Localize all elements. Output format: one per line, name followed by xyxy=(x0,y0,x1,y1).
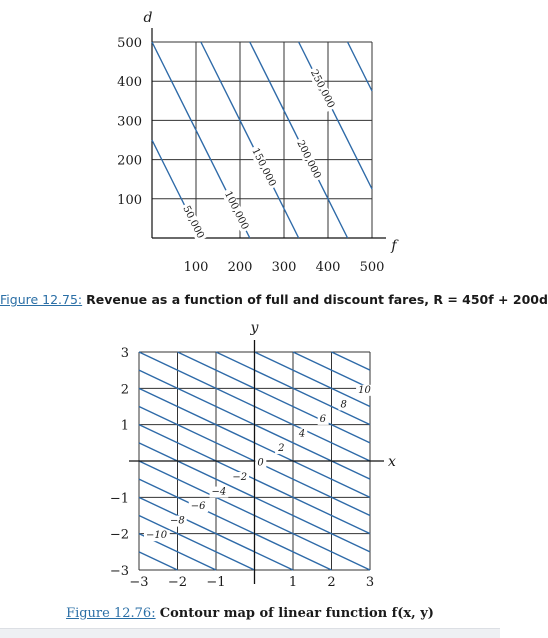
contour-value-label: 0 xyxy=(257,457,264,469)
figure-12-75-caption xyxy=(0,292,548,307)
x-axis-title: f xyxy=(391,238,397,254)
x-tick-label: 200 xyxy=(227,260,253,275)
y-tick-label: 3 xyxy=(120,346,129,361)
contour-value-label: −2 xyxy=(232,472,248,484)
contour-line xyxy=(178,352,371,443)
x-tick-label: 1 xyxy=(288,575,298,590)
contour-value-label: 200,000 xyxy=(294,138,323,181)
contour-value-label: −6 xyxy=(190,501,206,513)
y-tick-label: 400 xyxy=(117,75,142,91)
contour-line xyxy=(255,352,371,407)
contour-value-label: 4 xyxy=(298,428,306,440)
x-tick-label: 500 xyxy=(359,260,385,275)
contour-value-label: −10 xyxy=(145,530,168,542)
y-axis-title: y xyxy=(250,320,259,336)
contour-value-label: −8 xyxy=(169,515,185,527)
y-tick-label: −3 xyxy=(109,564,129,579)
y-tick-label: 500 xyxy=(117,36,142,51)
figure-12-76-caption-text: Contour map of linear function f(x, y) xyxy=(159,606,434,621)
contour-value-label: 100,000 xyxy=(221,189,251,232)
y-axis-title: d xyxy=(143,10,153,26)
figure-12-75-caption-text: Revenue as a function of full and discount fares, R = 450f + 200d xyxy=(86,292,548,307)
x-tick-label: −1 xyxy=(206,575,226,590)
y-tick-label: 300 xyxy=(117,114,142,130)
x-tick-label: 3 xyxy=(365,575,375,590)
linear-contour-map xyxy=(0,318,500,603)
x-tick-label: 2 xyxy=(327,575,336,590)
contour-line xyxy=(139,552,178,570)
x-tick-label: −2 xyxy=(167,575,188,590)
y-tick-label: 1 xyxy=(120,418,129,434)
x-axis-title: x xyxy=(388,454,396,470)
figure-12-76-caption xyxy=(0,606,500,621)
contour-line xyxy=(139,516,255,571)
contour-line xyxy=(348,42,372,91)
contour-line xyxy=(139,479,332,570)
contour-value-label: 6 xyxy=(319,413,327,425)
page-footer-bar xyxy=(0,628,500,638)
contour-value-label: 2 xyxy=(278,442,285,454)
y-tick-label: −2 xyxy=(109,527,129,543)
contour-value-label: 250,000 xyxy=(307,68,337,111)
contour-line xyxy=(332,352,371,370)
y-tick-label: 200 xyxy=(117,153,142,169)
x-tick-label: 100 xyxy=(183,260,209,275)
contour-value-label: 50,000 xyxy=(180,204,206,241)
revenue-contour-chart xyxy=(0,0,500,290)
contour-value-label: −4 xyxy=(211,486,227,498)
x-tick-label: 300 xyxy=(271,260,297,275)
x-tick-label: −3 xyxy=(129,575,149,590)
y-tick-label: −1 xyxy=(109,491,129,507)
contour-value-label: 150,000 xyxy=(249,146,278,189)
figure-12-75-link[interactable]: Figure 12.75: xyxy=(0,292,83,307)
figure-12-76-link[interactable]: Figure 12.76: xyxy=(66,606,156,621)
x-tick-label: 400 xyxy=(315,260,341,275)
contour-value-label: 8 xyxy=(340,399,347,411)
y-tick-label: 100 xyxy=(117,192,142,208)
contour-value-label: 10 xyxy=(358,384,371,396)
y-tick-label: 2 xyxy=(120,382,129,398)
